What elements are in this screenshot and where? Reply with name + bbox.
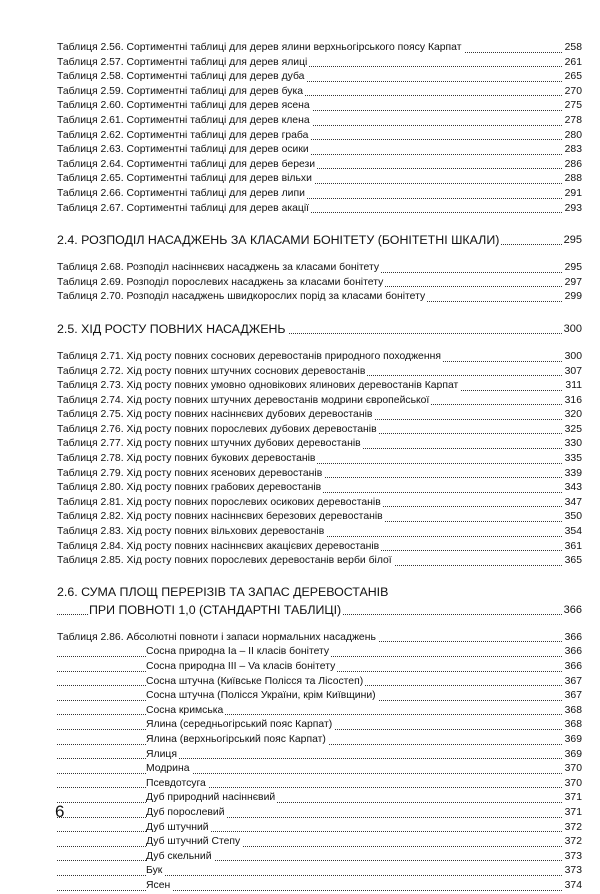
- entry-label: Таблиця 2.67. Сортиментні таблиці для дерев акації: [57, 202, 310, 214]
- entry-label: Сосна природна ІІІ – Va класів бонітету: [146, 661, 336, 672]
- entry-label: Таблиця 2.60. Сортиментні таблиці для дерев ясена: [57, 100, 310, 112]
- entry-page: 367: [563, 689, 582, 704]
- toc-subentry[interactable]: [57, 660, 582, 675]
- entry-page: 369: [563, 748, 582, 763]
- toc-entry[interactable]: [57, 276, 582, 291]
- entry-label: Дуб порослевий: [146, 806, 225, 818]
- entry-label: Таблиця 2.79. Хід росту повних ясенових деревостанів: [57, 467, 323, 479]
- entry-page: 343: [563, 481, 582, 496]
- entry-label: Таблиця 2.62. Сортиментні таблиці для дерев граба: [57, 129, 309, 141]
- toc-entry[interactable]: [57, 290, 582, 305]
- entry-label: Модрина: [146, 763, 190, 775]
- entry-label: Таблиця 2.59. Сортиментні таблиці для дерев бука: [57, 85, 304, 97]
- toc-entry[interactable]: [57, 129, 582, 144]
- toc-subentry[interactable]: [57, 762, 582, 777]
- section-heading[interactable]: [57, 231, 582, 249]
- entry-page: 275: [563, 99, 582, 114]
- entry-label: Ясен: [146, 879, 171, 891]
- entry-page: 307: [563, 365, 582, 380]
- toc-entry[interactable]: [57, 41, 582, 56]
- toc-entry[interactable]: [57, 452, 582, 467]
- entry-page: 288: [563, 172, 582, 187]
- toc-entry[interactable]: [57, 510, 582, 525]
- toc-entry[interactable]: [57, 525, 582, 540]
- entry-label: Таблиця 2.66. Сортиментні таблиці для дерев липи: [57, 187, 305, 199]
- entry-page: 371: [563, 806, 582, 821]
- entry-label: Таблиця 2.63. Сортиментні таблиці для дерев осики: [57, 144, 309, 156]
- entry-label: Таблиця 2.58. Сортиментні таблиці для дерев дуба: [57, 71, 305, 83]
- entry-label: Таблиця 2.73. Хід росту повних умовно одновікових ялинових деревостанів Карпат: [57, 380, 459, 392]
- entry-page: 347: [563, 496, 582, 511]
- toc-subentry[interactable]: [57, 675, 582, 690]
- dot-leader: [57, 787, 582, 788]
- toc-subentry[interactable]: [57, 835, 582, 850]
- toc-subentry[interactable]: [57, 806, 582, 821]
- entry-page: 258: [563, 41, 582, 56]
- dot-leader: [57, 773, 582, 774]
- toc-entry[interactable]: [57, 365, 582, 380]
- entry-page: 330: [563, 437, 582, 452]
- entry-label: Сосна штучна (Київське Полісся та Лісостеп): [146, 675, 364, 687]
- toc-entry[interactable]: [57, 554, 582, 569]
- entry-label: Таблиця 2.61. Сортиментні таблиці для дерев клена: [57, 114, 310, 126]
- entry-page: 299: [563, 290, 582, 305]
- entry-label: Таблиця 2.70. Розподіл насаджень швидкорослих порід за класами бонітету: [57, 291, 426, 303]
- dot-leader: [57, 802, 582, 803]
- toc-entry[interactable]: [57, 350, 582, 365]
- entry-label: Таблиця 2.80. Хід росту повних грабових деревостанів: [57, 482, 322, 494]
- entry-label: Бук: [146, 865, 163, 877]
- toc-subentry[interactable]: [57, 733, 582, 748]
- entry-label: Таблиця 2.77. Хід росту повних штучних дубових деревостанів: [57, 438, 361, 450]
- toc-entry[interactable]: [57, 56, 582, 71]
- toc-entry[interactable]: [57, 202, 582, 217]
- entry-page: 368: [563, 718, 582, 733]
- section-page: 295: [562, 231, 582, 249]
- section-heading[interactable]: [57, 584, 582, 619]
- entry-label: Таблиця 2.81. Хід росту повних порослевих осикових деревостанів: [57, 496, 381, 508]
- entry-page: 270: [563, 85, 582, 100]
- toc-subentry[interactable]: [57, 777, 582, 792]
- entry-page: 373: [563, 864, 582, 879]
- entry-page: 286: [563, 158, 582, 173]
- entry-page: 369: [563, 733, 582, 748]
- toc-entry[interactable]: [57, 423, 582, 438]
- toc-subentry[interactable]: [57, 864, 582, 879]
- toc-entry[interactable]: [57, 631, 582, 646]
- toc-entry[interactable]: [57, 467, 582, 482]
- entry-page: 335: [563, 452, 582, 467]
- entry-page: 278: [563, 114, 582, 129]
- entry-label: Таблиця 2.69. Розподіл порослевих насаджень за класами бонітету: [57, 276, 384, 288]
- entry-label: Сосна кримська: [146, 704, 224, 716]
- entry-label: Таблиця 2.72. Хід росту повних штучних соснових деревостанів: [57, 365, 366, 377]
- entry-page: 300: [563, 350, 582, 365]
- toc-entry[interactable]: [57, 394, 582, 409]
- entry-label: Таблиця 2.78. Хід росту повних букових деревостанів: [57, 453, 316, 465]
- entry-page: 261: [563, 56, 582, 71]
- entry-page: 374: [563, 879, 582, 894]
- entry-page: 365: [563, 554, 582, 569]
- entry-label: Дуб природний насіннєвий: [146, 792, 276, 804]
- entry-page: 350: [563, 510, 582, 525]
- entry-label: Ялина (верхньогірський пояс Карпат): [146, 733, 326, 745]
- entry-page: 293: [563, 202, 582, 217]
- entry-page: 373: [563, 850, 582, 865]
- entry-page: 325: [563, 423, 582, 438]
- dot-leader: [57, 890, 582, 891]
- section-title: 2.4. РОЗПОДІЛ НАСАДЖЕНЬ ЗА КЛАСАМИ БОНІТЕТУ (БОНІТЕТНІ ШКАЛИ): [57, 233, 500, 248]
- section-page: 300: [562, 320, 582, 338]
- entry-page: 320: [563, 408, 582, 423]
- toc-subentry[interactable]: [57, 791, 582, 806]
- entry-label: Дуб штучний: [146, 821, 209, 833]
- toc-entry[interactable]: [57, 172, 582, 187]
- section-heading[interactable]: [57, 320, 582, 338]
- toc-entry[interactable]: [57, 70, 582, 85]
- entry-page: 297: [563, 276, 582, 291]
- table-of-contents: [57, 41, 582, 894]
- toc-subentry[interactable]: [57, 645, 582, 660]
- entry-page: 265: [563, 70, 582, 85]
- entry-page: 367: [563, 675, 582, 690]
- entry-page: 366: [563, 645, 582, 660]
- dot-leader: [57, 714, 582, 715]
- entry-page: 366: [563, 631, 582, 646]
- entry-label: Сосна штучна (Полісся України, крім Київщини): [146, 690, 376, 702]
- entry-label: Таблиця 2.85. Хід росту повних порослевих деревостанів верби білої: [57, 555, 392, 567]
- entry-page: 372: [563, 821, 582, 836]
- entry-label: Таблиця 2.65. Сортиментні таблиці для дерев вільхи: [57, 173, 312, 185]
- entry-page: 368: [563, 704, 582, 719]
- entry-label: Дуб штучний Степу: [146, 836, 241, 848]
- toc-subentry[interactable]: [57, 718, 582, 733]
- entry-page: 291: [563, 187, 582, 202]
- entry-label: Таблиця 2.75. Хід росту повних насіннєвих дубових деревостанів: [57, 409, 373, 421]
- section-title: ПРИ ПОВНОТІ 1,0 (СТАНДАРТНІ ТАБЛИЦІ): [89, 602, 342, 617]
- toc-subentry[interactable]: [57, 879, 582, 894]
- dot-leader: [57, 875, 582, 876]
- entry-page: 283: [563, 143, 582, 158]
- entry-label: Ялина (середньогірський пояс Карпат): [146, 719, 333, 731]
- entry-page: 370: [563, 777, 582, 792]
- entry-page: 339: [563, 467, 582, 482]
- entry-label: Таблиця 2.68. Розподіл насіннєвих насаджень за класами бонітету: [57, 262, 380, 274]
- toc-subentry[interactable]: [57, 821, 582, 836]
- toc-subentry[interactable]: [57, 704, 582, 719]
- toc-entry[interactable]: [57, 158, 582, 173]
- entry-label: Ялиця: [146, 748, 177, 760]
- entry-page: 354: [563, 525, 582, 540]
- dot-leader: [57, 831, 582, 832]
- toc-entry[interactable]: [57, 379, 582, 394]
- toc-entry[interactable]: [57, 114, 582, 129]
- dot-leader: [57, 758, 582, 759]
- toc-entry[interactable]: [57, 437, 582, 452]
- entry-label: Таблиця 2.84. Хід росту повних насіннєвих акацієвих деревостанів: [57, 540, 380, 552]
- toc-entry[interactable]: [57, 540, 582, 555]
- entry-label: Псевдотсуга: [146, 777, 206, 789]
- entry-label: Дуб скельний: [146, 850, 212, 862]
- toc-entry[interactable]: [57, 99, 582, 114]
- entry-label: Таблиця 2.71. Хід росту повних соснових деревостанів природного походження: [57, 350, 441, 362]
- entry-label: Таблиця 2.86. Абсолютні повноти і запаси нормальних насаджень: [57, 631, 376, 643]
- toc-entry[interactable]: [57, 187, 582, 202]
- toc-entry[interactable]: [57, 261, 582, 276]
- entry-page: 311: [563, 379, 582, 394]
- toc-entry[interactable]: [57, 408, 582, 423]
- dot-leader: [57, 860, 582, 861]
- section-title: 2.6. СУМА ПЛОЩ ПЕРЕРІЗІВ ТА ЗАПАС ДЕРЕВОСТАНІВ: [57, 584, 389, 599]
- toc-entry[interactable]: [57, 481, 582, 496]
- toc-subentry[interactable]: [57, 850, 582, 865]
- entry-label: Таблиця 2.82. Хід росту повних насіннєвих березових деревостанів: [57, 511, 383, 523]
- entry-label: Сосна природна Іа – ІІ класів бонітету: [146, 646, 330, 658]
- toc-entry[interactable]: [57, 85, 582, 100]
- dot-leader: [57, 846, 582, 847]
- toc-subentry[interactable]: [57, 748, 582, 763]
- entry-page: 371: [563, 791, 582, 806]
- section-page: 366: [562, 601, 582, 619]
- toc-entry[interactable]: [57, 496, 582, 511]
- entry-page: 366: [563, 660, 582, 675]
- page-number: 6: [55, 802, 65, 821]
- entry-label: Таблиця 2.64. Сортиментні таблиці для дерев берези: [57, 158, 316, 170]
- entry-label: Таблиця 2.76. Хід росту повних порослевих дубових деревостанів: [57, 423, 377, 435]
- entry-page: 295: [563, 261, 582, 276]
- entry-label: Таблиця 2.83. Хід росту повних вільхових деревостанів: [57, 526, 325, 538]
- entry-label: Таблиця 2.74. Хід росту повних штучних деревостанів модрини європейської: [57, 394, 430, 406]
- section-title: 2.5. ХІД РОСТУ ПОВНИХ НАСАДЖЕНЬ: [57, 321, 286, 336]
- entry-page: 361: [563, 540, 582, 555]
- toc-entry[interactable]: [57, 143, 582, 158]
- toc-subentry[interactable]: [57, 689, 582, 704]
- entry-label: Таблиця 2.56. Сортиментні таблиці для дерев ялини верхньогірського поясу Карпат: [57, 42, 462, 53]
- entry-page: 316: [563, 394, 582, 409]
- dot-leader: [57, 817, 582, 818]
- entry-label: Таблиця 2.57. Сортиментні таблиці для дерев ялиці: [57, 56, 308, 68]
- entry-page: 372: [563, 835, 582, 850]
- entry-page: 370: [563, 762, 582, 777]
- entry-page: 280: [563, 129, 582, 144]
